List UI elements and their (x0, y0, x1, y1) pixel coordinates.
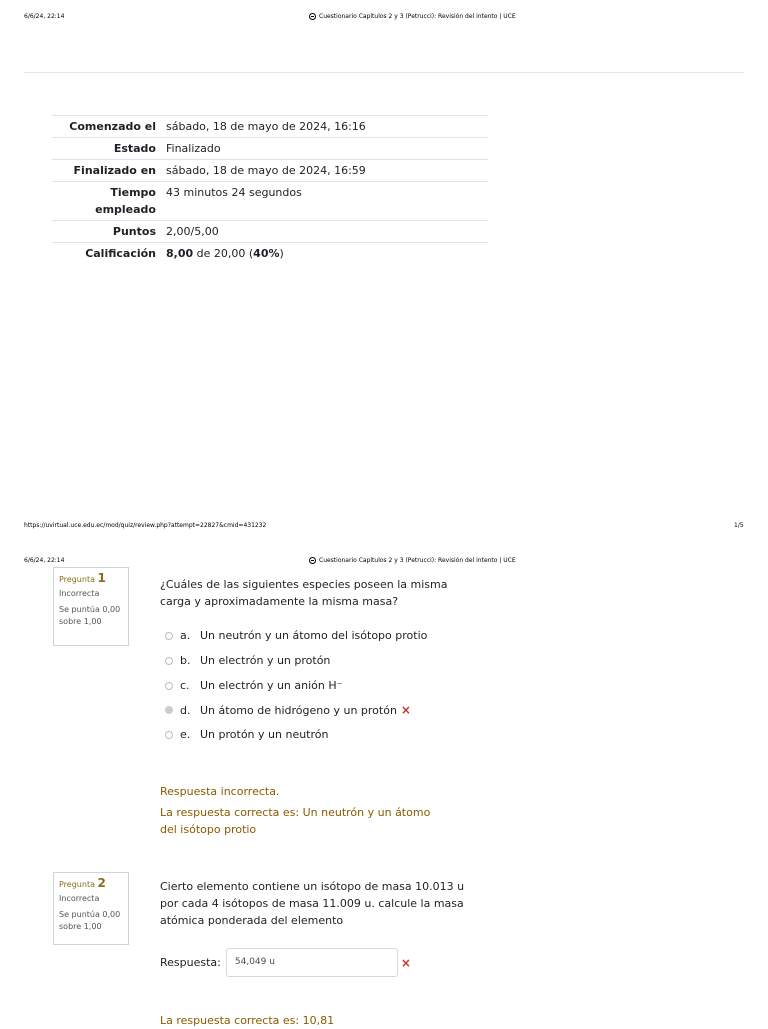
summary-value: 43 minutos 24 segundos (166, 186, 302, 199)
radio-button[interactable] (165, 731, 173, 739)
summary-value: Finalizado (166, 142, 221, 155)
summary-row-points (52, 221, 488, 243)
globe-icon (309, 13, 316, 20)
globe-icon (309, 557, 316, 564)
grade-value: 8,00 (166, 247, 194, 260)
question-state: Incorrecta (59, 894, 100, 903)
print-title (309, 13, 516, 20)
answer-option[interactable] (165, 679, 342, 692)
answer-option[interactable] (165, 654, 330, 667)
radio-button-selected[interactable] (165, 706, 173, 714)
summary-value: sábado, 18 de mayo de 2024, 16:16 (166, 120, 366, 133)
summary-label: Comenzado el (69, 120, 156, 133)
grade-percent: 40% (253, 247, 280, 260)
grade-close: ) (279, 247, 284, 260)
option-text: Un átomo de hidrógeno y un protón (200, 703, 397, 717)
summary-label: Estado (113, 142, 156, 155)
question-text: ¿Cuáles de las siguientes especies poseen la misma carga y aproximadamente la misma masa? (160, 578, 448, 608)
question-info-box (53, 567, 129, 646)
question-score: Se puntúa 0,00 sobre 1,00 (59, 910, 121, 931)
incorrect-icon: × (400, 703, 411, 717)
summary-row-finished (52, 160, 488, 182)
summary-row-grade (52, 243, 488, 265)
answer-input[interactable]: 54,049 u (226, 948, 398, 977)
question-number: 1 (97, 571, 106, 585)
option-text: Un protón y un neutrón (200, 728, 329, 741)
summary-label: Tiempo empleado (95, 186, 156, 216)
answer-option-selected[interactable] (165, 703, 411, 717)
answer-row (160, 948, 411, 977)
radio-button[interactable] (165, 632, 173, 640)
correct-answer-text: La respuesta correcta es: 10,81 (160, 1014, 335, 1027)
answer-option[interactable] (165, 728, 328, 741)
summary-value: sábado, 18 de mayo de 2024, 16:59 (166, 164, 366, 177)
print-date: 6/6/24, 22:14 (24, 13, 65, 20)
answer-label: Respuesta: (160, 956, 221, 969)
feedback-text: Respuesta incorrecta. (160, 785, 280, 798)
print-url: https://uvirtual.uce.edu.ec/mod/quiz/review.php?attempt=22827&cmid=431232 (24, 522, 267, 529)
summary-label: Calificación (85, 247, 156, 260)
option-letter: d. (180, 703, 191, 717)
option-letter: e. (180, 728, 191, 741)
option-letter: b. (180, 654, 191, 667)
option-text: Un neutrón y un átomo del isótopo protio (200, 629, 428, 642)
radio-button[interactable] (165, 657, 173, 665)
answer-option[interactable] (165, 629, 427, 642)
question-label: Pregunta (59, 880, 95, 889)
print-title-text: Cuestionario Capítulos 2 y 3 (Petrucci): Revisión del intento | UCE (319, 557, 516, 564)
summary-value: 2,00/5,00 (166, 225, 219, 238)
option-letter: c. (180, 679, 190, 692)
attempt-summary-table (52, 115, 488, 264)
incorrect-icon: × (400, 955, 411, 970)
question-number: 2 (97, 876, 106, 890)
summary-row-state (52, 138, 488, 160)
correct-answer-text: La respuesta correcta es: Un neutrón y un átomo del isótopo protio (160, 806, 431, 836)
summary-row-started (52, 116, 488, 138)
print-page-number: 1/5 (734, 522, 744, 529)
summary-label: Finalizado en (73, 164, 156, 177)
summary-row-time (52, 182, 488, 221)
grade-of: de 20,00 ( (193, 247, 254, 260)
radio-button[interactable] (165, 682, 173, 690)
option-text: Un electrón y un protón (200, 654, 331, 667)
print-title-text: Cuestionario Capítulos 2 y 3 (Petrucci): Revisión del intento | UCE (319, 13, 516, 20)
summary-label: Puntos (112, 225, 156, 238)
option-text: Un electrón y un anión H⁻ (200, 679, 343, 692)
print-title (309, 557, 516, 564)
question-info-box (53, 872, 129, 945)
question-text: Cierto elemento contiene un isótopo de masa 10.013 u por cada 4 isótopos de masa 11.009 u. calcule la masa atómica ponderada del elemento (160, 880, 465, 927)
option-letter: a. (180, 629, 191, 642)
print-date: 6/6/24, 22:14 (24, 557, 65, 564)
question-score: Se puntúa 0,00 sobre 1,00 (59, 605, 121, 626)
summary-value (162, 243, 488, 265)
question-state: Incorrecta (59, 589, 100, 598)
question-label: Pregunta (59, 575, 95, 584)
divider (24, 72, 744, 73)
